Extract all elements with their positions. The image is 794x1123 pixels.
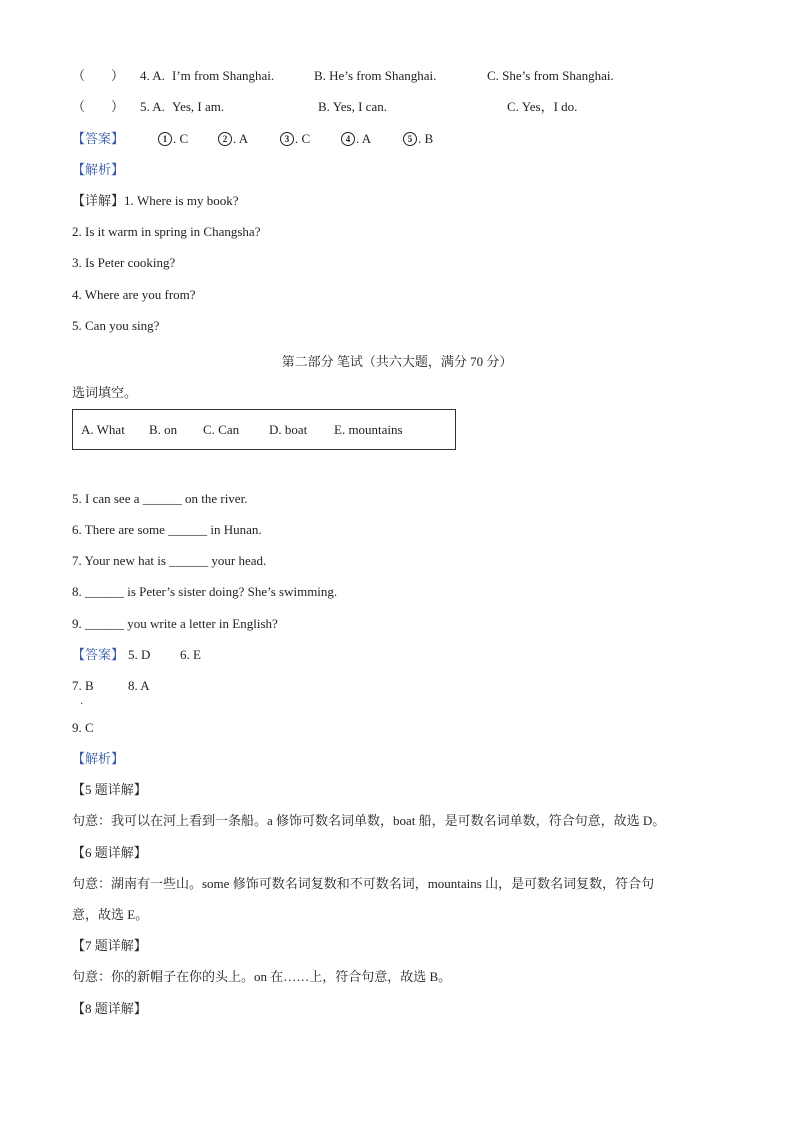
option-b: B. He’s from Shanghai. — [314, 68, 437, 83]
answer-paren: （ ） — [72, 99, 125, 114]
option-c: C. Yes，I do. — [507, 99, 578, 114]
word-bank-item: E. mountains — [334, 422, 403, 437]
question-row — [72, 67, 712, 85]
fill-question: 7. Your new hat is ______ your head. — [72, 553, 267, 568]
analysis-label: 【解析】 — [72, 751, 125, 766]
question-number: 5. A. — [140, 99, 165, 114]
word-bank-item: B. on — [149, 422, 178, 437]
transcript-line: 2. Is it warm in spring in Changsha? — [72, 224, 261, 239]
detail-text: 句意：湖南有一些山。some 修饰可数名词复数和不可数名词，mountains 山，是可数名词复数，符合句 — [72, 876, 655, 891]
question-number: 4. A. — [140, 68, 165, 83]
detail-text: 意，故选 E。 — [72, 907, 149, 922]
detail-text: 句意：我可以在河上看到一条船。a 修饰可数名词单数，boat 船，是可数名词单数，符合句意，故选 D。 — [72, 813, 666, 828]
answer-paren: （ ） — [72, 68, 125, 83]
answer-row — [72, 130, 712, 148]
transcript-line: 3. Is Peter cooking? — [72, 255, 176, 270]
answer-item: 5 . B — [403, 130, 433, 148]
analysis-label: 【解析】 — [72, 162, 125, 177]
detail-line — [72, 192, 238, 210]
answer-item: 3 . C — [280, 130, 310, 148]
stray-dot: · — [80, 699, 84, 710]
answer-label: 【答案】 — [72, 647, 125, 662]
word-bank-item: A. What — [81, 422, 125, 437]
detail-heading: 【8 题详解】 — [72, 1001, 147, 1016]
answer-value: 5. D — [128, 647, 151, 662]
answer-label: 【答案】 — [72, 131, 125, 146]
transcript-line: 4. Where are you from? — [72, 287, 196, 302]
detail-text: 句意：你的新帽子在你的头上。on 在……上，符合句意，故选 B。 — [72, 969, 452, 984]
answer-value: 9. C — [72, 720, 94, 735]
answer-item: 1 . C — [158, 130, 188, 148]
option-a: I’m from Shanghai. — [172, 68, 275, 83]
detail-heading: 【5 题详解】 — [72, 782, 147, 797]
fill-answer-row — [72, 646, 372, 664]
detail-label: 【详解】 — [72, 193, 125, 208]
option-b: B. Yes, I can. — [318, 99, 387, 114]
detail-heading: 【7 题详解】 — [72, 938, 147, 953]
section-title: 第二部分 笔试（共六大题，满分 70 分） — [281, 354, 513, 369]
option-a: Yes, I am. — [172, 99, 225, 114]
answer-item: 2 . A — [218, 130, 248, 148]
fill-question: 6. There are some ______ in Hunan. — [72, 522, 262, 537]
answer-value: 6. E — [180, 647, 201, 662]
fill-question: 9. ______ you write a letter in English? — [72, 616, 278, 631]
word-bank-item: C. Can — [203, 422, 240, 437]
fill-question: 8. ______ is Peter’s sister doing? She’s swimming. — [72, 584, 338, 599]
question-row — [72, 98, 712, 116]
transcript-line: 5. Can you sing? — [72, 318, 160, 333]
detail-heading: 【6 题详解】 — [72, 845, 147, 860]
fill-answer-row — [72, 677, 372, 695]
word-bank — [72, 409, 456, 450]
answer-item: 4 . A — [341, 130, 371, 148]
option-c: C. She’s from Shanghai. — [487, 68, 614, 83]
answer-value: 8. A — [128, 678, 150, 693]
answer-value: 7. B — [72, 678, 94, 693]
transcript-line: 1. Where is my book? — [124, 193, 239, 208]
fill-question: 5. I can see a ______ on the river. — [72, 491, 248, 506]
word-bank-item: D. boat — [269, 422, 308, 437]
fill-title: 选词填空。 — [72, 385, 138, 400]
